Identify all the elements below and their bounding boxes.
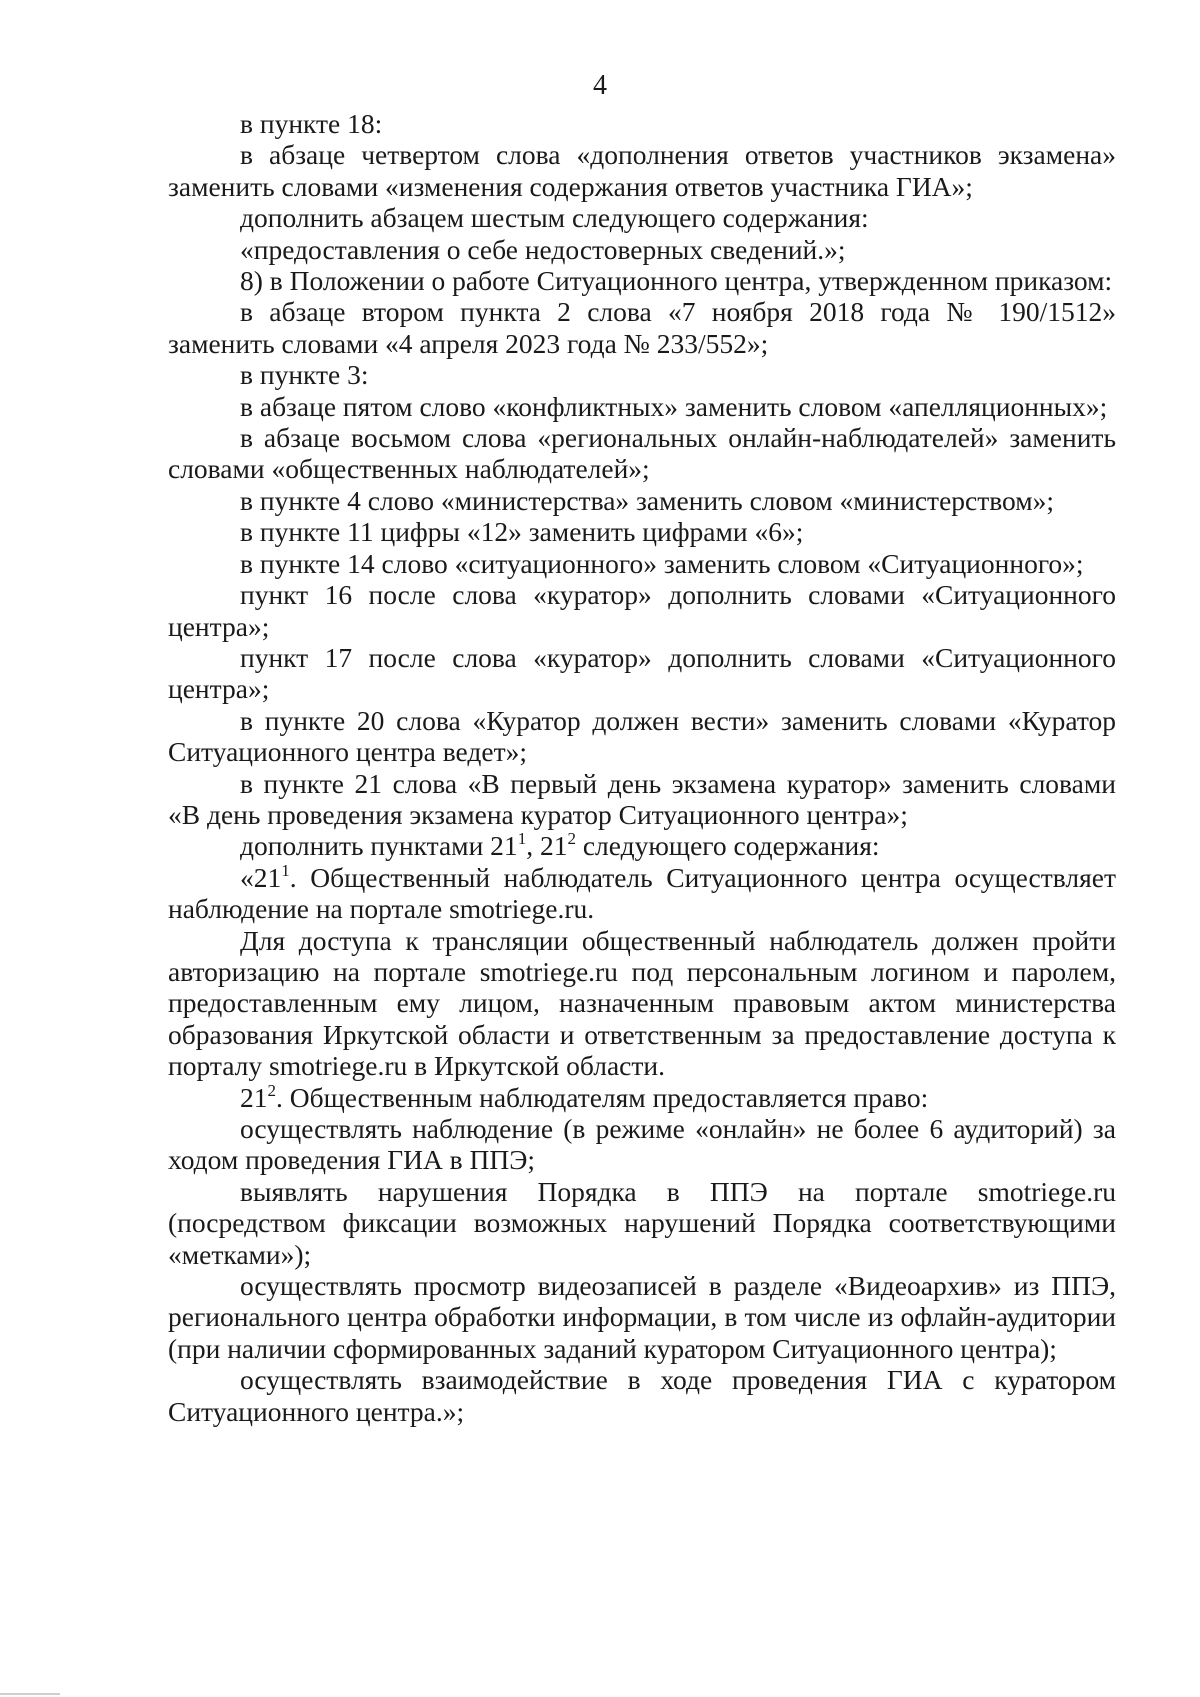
paragraph: осуществлять наблюдение (в режиме «онлайн» не более 6 аудиторий) за ходом проведения ГИА в ППЭ; xyxy=(168,1113,1116,1176)
paragraph-point-21-2 xyxy=(168,1082,1116,1113)
paragraph: в пункте 14 слово «ситуационного» заменить словом «Ситуационного»; xyxy=(240,547,1084,579)
paragraph: в пункте 20 слова «Куратор должен вести» заменить словами «Куратор Ситуационного центра ведет»; xyxy=(168,704,1116,768)
paragraph-text: дополнить пунктами 21 xyxy=(240,830,518,862)
paragraph: в пункте 4 слово «министерства» заменить словом «министерством»; xyxy=(240,484,1055,516)
document-body xyxy=(168,108,1116,1427)
paragraph: осуществлять взаимодействие в ходе проведения ГИА с куратором Ситуационного центра.»; xyxy=(168,1364,1116,1427)
paragraph: в пункте 18: xyxy=(240,108,383,139)
paragraph-text: 21 xyxy=(240,1081,268,1113)
paragraph: осуществлять просмотр видеозаписей в разделе «Видеоархив» из ППЭ, регионального центра обработки информации, в том числе из офлайн-аудитории (при наличии сформированных заданий куратором Ситуационного центра); xyxy=(168,1270,1116,1364)
scan-edge-mark xyxy=(0,1693,60,1695)
paragraph: в абзаце восьмом слова «региональных онлайн-наблюдателей» заменить словами «общественных наблюдателей»; xyxy=(168,422,1116,485)
paragraph: «предоставления о себе недостоверных сведений.»; xyxy=(240,233,846,265)
paragraph-point-21-1 xyxy=(168,862,1116,925)
paragraph-text: . Общественный наблюдатель Ситуационного центра осуществляет наблюдение на портале smotriege.ru. xyxy=(168,861,1116,925)
paragraph: в пункте 21 слова «В первый день экзамена куратор» заменить словами «В день проведения экзамена куратор Ситуационного центра»; xyxy=(168,767,1116,830)
paragraph: в абзаце втором пункта 2 слова «7 ноября 2018 года № 190/1512» заменить словами «4 апреля 2023 года № 233/552»; xyxy=(168,296,1116,359)
paragraph: дополнить абзацем шестым следующего содержания: xyxy=(240,202,869,234)
paragraph-text: «21 xyxy=(240,861,282,893)
paragraph: 8) в Положении о работе Ситуационного центра, утвержденном приказом: xyxy=(240,265,1113,297)
paragraph: в абзаце четвертом слова «дополнения ответов участников экзамена» заменить словами «изменения содержания ответов участника ГИА»; xyxy=(168,139,1116,202)
paragraph: в пункте 11 цифры «12» заменить цифрами «6»; xyxy=(240,516,804,548)
paragraph-text: . Общественным наблюдателям предоставляется право: xyxy=(276,1081,929,1113)
superscript: 2 xyxy=(567,829,576,849)
paragraph: пункт 17 после слова «куратор» дополнить словами «Ситуационного центра»; xyxy=(168,641,1116,705)
superscript: 2 xyxy=(267,1080,277,1100)
paragraph-text: , 21 xyxy=(526,830,568,862)
paragraph-text: следующего содержания: xyxy=(575,830,880,862)
paragraph: в абзаце пятом слово «конфликтных» заменить словом «апелляционных»; xyxy=(240,390,1108,422)
paragraph: в пункте 3: xyxy=(240,359,369,391)
paragraph: выявлять нарушения Порядка в ППЭ на портале smotriege.ru (посредством фиксации возможных нарушений Порядка соответствующими «метками»); xyxy=(168,1175,1116,1270)
paragraph: Для доступа к трансляции общественный наблюдатель должен пройти авторизацию на портале smotriege.ru под персональным логином и паролем, предоставленным ему лицом, назначенным правовым актом министерства образования Иркутской области и ответственным за предоставление доступа к порталу smotriege.ru в Иркутской области. xyxy=(168,924,1116,1082)
paragraph-supplement-points xyxy=(168,830,1116,861)
page-number: 4 xyxy=(593,70,607,101)
superscript: 1 xyxy=(281,860,290,880)
paragraph: пункт 16 после слова «куратор» дополнить словами «Ситуационного центра»; xyxy=(168,579,1116,642)
superscript: 1 xyxy=(517,829,527,849)
